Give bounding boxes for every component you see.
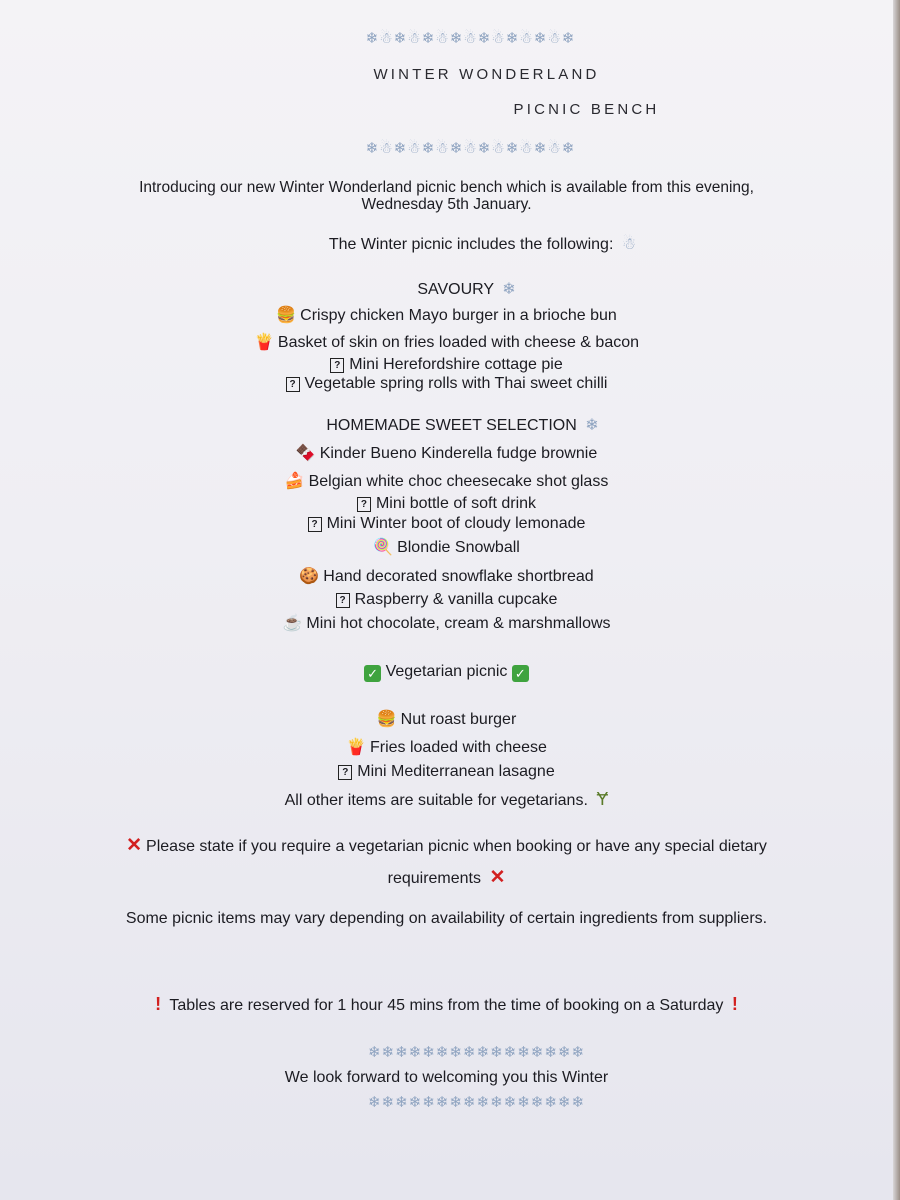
savoury-heading-text: SAVOURY <box>417 281 494 298</box>
sweet-item <box>0 590 893 610</box>
includes-line <box>0 235 900 255</box>
savoury-item-text: Basket of skin on fries loaded with cheese & bacon <box>277 334 640 351</box>
booking-notice-line-1 <box>0 836 893 857</box>
savoury-item-text: Vegetable spring rolls with Thai sweet chilli <box>304 375 608 392</box>
includes-text: The Winter picnic includes the following: <box>328 236 614 253</box>
check-icon: ✓ <box>512 665 529 682</box>
exclamation-icon: ! <box>155 994 162 1014</box>
vegetarian-heading-text: Vegetarian picnic <box>385 663 508 680</box>
savoury-item-text: Mini Herefordshire cottage pie <box>349 356 563 373</box>
savoury-item <box>0 355 893 375</box>
sweet-item-text: Hand decorated snowflake shortbread <box>323 568 594 585</box>
intro-text-line-2: Wednesday 5th January. <box>361 196 532 213</box>
vegetarian-item <box>0 738 893 758</box>
savoury-item-text: Crispy chicken Mayo burger in a brioche bun <box>300 307 617 324</box>
cross-icon: ✕ <box>126 835 143 856</box>
snowflake-icon: ❄ <box>585 417 599 434</box>
title-line-2: PICNIC BENCH <box>513 101 660 118</box>
intro-text-line-1: Introducing our new Winter Wonderland picnic bench which is available from this evening, <box>139 179 754 196</box>
sweet-item <box>0 567 893 587</box>
missing-glyph-icon: ? <box>286 377 300 392</box>
snowman-border-top: ❄☃❄☃❄☃❄☃❄☃❄☃❄☃❄ <box>365 30 576 47</box>
booking-notice-text: Please state if you require a vegetarian picnic when booking or have any special dietary <box>146 838 767 855</box>
cake-icon: 🍰 <box>284 473 305 490</box>
cross-icon: ✕ <box>489 867 506 888</box>
cookie-icon: 🍪 <box>299 568 320 585</box>
sweet-item <box>0 614 893 634</box>
availability-notice: Some picnic items may vary depending on availability of certain ingredients from suppliers. <box>125 910 768 927</box>
vegetarian-item-text: Nut roast burger <box>400 711 517 728</box>
missing-glyph-icon: ? <box>330 358 344 373</box>
table-edge <box>893 0 900 1200</box>
missing-glyph-icon: ? <box>357 497 371 512</box>
vegetarian-item-text: Mini Mediterranean lasagne <box>357 763 555 780</box>
sweet-item-text: Mini hot chocolate, cream & marshmallows <box>306 615 611 632</box>
sweet-item <box>0 514 893 534</box>
sweet-item-text: Mini bottle of soft drink <box>375 495 537 512</box>
vegetarian-heading <box>0 662 893 682</box>
vegetarian-note <box>0 789 893 811</box>
snowflake-icon: ❄ <box>502 281 516 298</box>
snowman-icon: ☃ <box>621 236 637 253</box>
sweet-item-text: Raspberry & vanilla cupcake <box>354 591 558 608</box>
hot-drink-icon: ☕ <box>282 615 303 632</box>
seedling-icon: Ɏ <box>596 789 609 809</box>
sweet-item-text: Blondie Snowball <box>397 539 520 556</box>
sweet-item-text: Belgian white choc cheesecake shot glass <box>308 473 609 490</box>
vegetarian-item <box>0 762 893 782</box>
missing-glyph-icon: ? <box>308 517 322 532</box>
sweet-heading <box>0 416 900 436</box>
fries-icon: 🍟 <box>346 739 366 756</box>
sweet-item <box>0 444 893 464</box>
chocolate-icon: 🍫 <box>295 445 316 462</box>
closing-text: We look forward to welcoming you this Winter <box>284 1069 609 1086</box>
snowflake-border-top: ❄❄❄❄❄❄❄❄❄❄❄❄❄❄❄❄ <box>367 1044 586 1061</box>
savoury-item <box>0 374 893 394</box>
vegetarian-note-text: All other items are suitable for vegetarians. <box>284 792 588 809</box>
savoury-item <box>0 333 893 353</box>
snowflake-border-bottom: ❄❄❄❄❄❄❄❄❄❄❄❄❄❄❄❄ <box>367 1094 586 1111</box>
vegetarian-item-text: Fries loaded with cheese <box>369 739 547 756</box>
sweet-item <box>0 538 893 558</box>
sweet-heading-text: HOMEMADE SWEET SELECTION <box>326 417 577 434</box>
title-line-1: WINTER WONDERLAND <box>373 66 600 83</box>
tables-notice <box>0 994 893 1016</box>
check-icon: ✓ <box>364 665 381 682</box>
vegetarian-item <box>0 710 893 730</box>
burger-icon: 🍔 <box>376 711 397 728</box>
sweet-item-text: Kinder Bueno Kinderella fudge brownie <box>319 445 598 462</box>
snowman-border-title: ❄☃❄☃❄☃❄☃❄☃❄☃❄☃❄ <box>365 140 576 157</box>
tables-notice-text: Tables are reserved for 1 hour 45 mins from the time of booking on a Saturday <box>169 997 724 1014</box>
booking-notice-line-2 <box>0 868 893 889</box>
sweet-item <box>0 494 893 514</box>
booking-notice-text-2: requirements <box>387 870 481 887</box>
missing-glyph-icon: ? <box>336 593 350 608</box>
savoury-item <box>0 306 893 326</box>
sweet-item <box>0 472 893 492</box>
missing-glyph-icon: ? <box>338 765 352 780</box>
exclamation-icon: ! <box>731 994 738 1014</box>
fries-icon: 🍟 <box>253 334 274 351</box>
lollipop-icon: 🍭 <box>373 539 394 556</box>
sweet-item-text: Mini Winter boot of cloudy lemonade <box>326 515 586 532</box>
savoury-heading <box>0 280 900 300</box>
burger-icon: 🍔 <box>276 307 297 324</box>
